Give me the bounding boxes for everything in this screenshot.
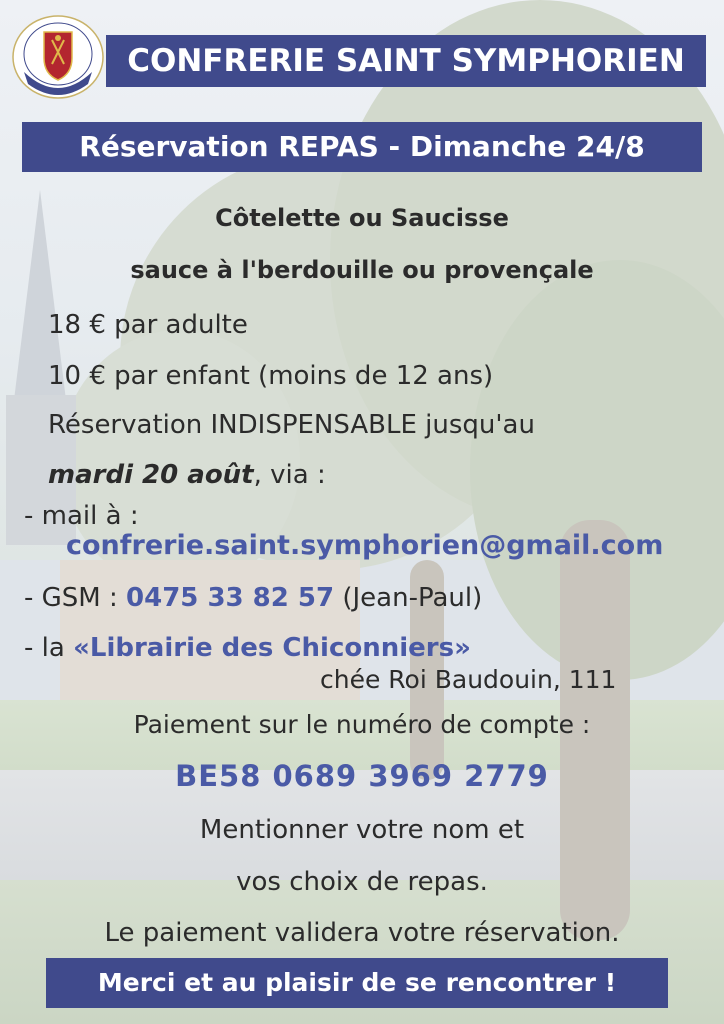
payment-mention-line-2: vos choix de repas. <box>236 867 488 897</box>
mail-label: - mail à : <box>24 501 139 531</box>
mail-address-link[interactable]: confrerie.saint.symphorien@gmail.com <box>66 530 664 561</box>
menu-dish-line-2: sauce à l'berdouille ou provençale <box>130 256 594 284</box>
payment-validation: Le paiement validera votre réservation. <box>104 918 620 948</box>
deadline-suffix: , via : <box>253 460 326 490</box>
payment-iban: BE58 0689 3969 2779 <box>175 759 549 793</box>
gsm-number[interactable]: 0475 33 82 57 <box>126 583 335 613</box>
event-subtitle: Réservation REPAS - Dimanche 24/8 <box>22 122 702 172</box>
gsm-contact <box>24 578 482 618</box>
reservation-required: Réservation INDISPENSABLE jusqu'au <box>48 410 535 440</box>
closing-banner: Merci et au plaisir de se rencontrer ! <box>46 958 668 1008</box>
page-title: CONFRERIE SAINT SYMPHORIEN <box>106 35 706 87</box>
payment-label: Paiement sur le numéro de compte : <box>133 710 591 739</box>
gsm-suffix: (Jean-Paul) <box>334 583 483 613</box>
reservation-deadline <box>48 455 326 495</box>
shop-name: «Librairie des Chiconniers» <box>73 633 471 663</box>
confrerie-logo-seal <box>12 14 104 100</box>
gsm-prefix: - GSM : <box>24 583 127 613</box>
price-child: 10 € par enfant (moins de 12 ans) <box>48 361 494 391</box>
deadline-date: mardi 20 août <box>48 460 254 490</box>
payment-mention-line-1: Mentionner votre nom et <box>199 815 525 845</box>
shop-address: chée Roi Baudouin, 111 <box>320 665 617 694</box>
menu-dish-line-1: Côtelette ou Saucisse <box>215 204 509 232</box>
shop-prefix: - la <box>24 633 74 663</box>
price-adult: 18 € par adulte <box>48 310 248 340</box>
